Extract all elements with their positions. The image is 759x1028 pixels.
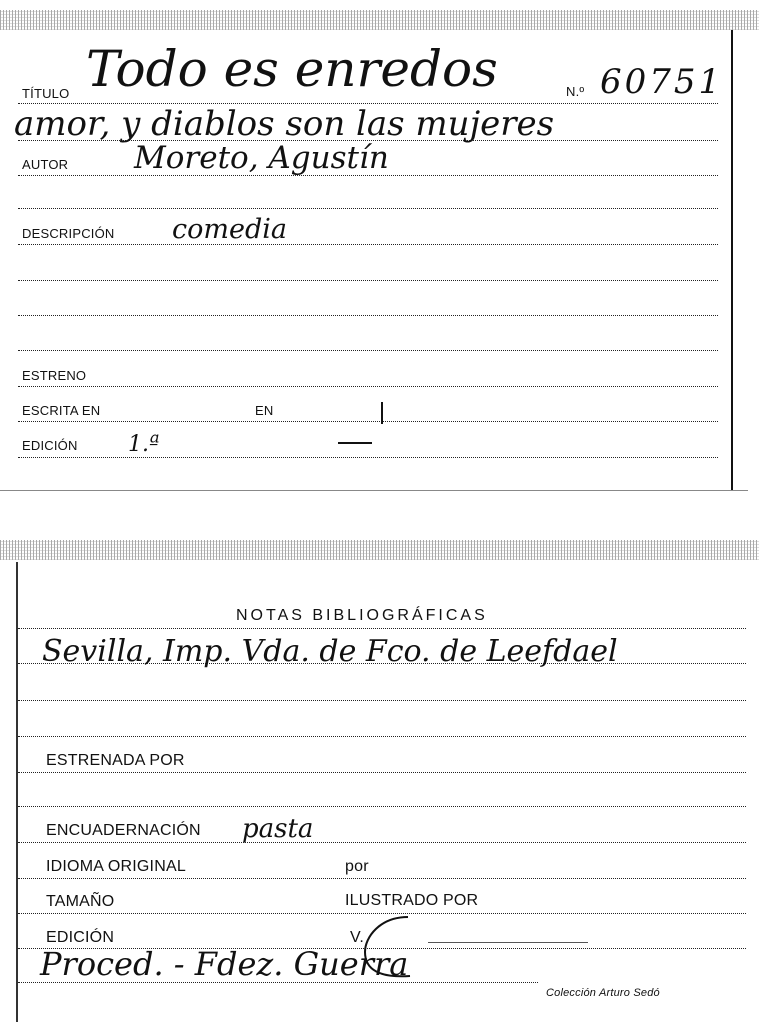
rule-blank-2 xyxy=(18,280,718,281)
edicion-label-back: EDICIÓN xyxy=(46,929,115,946)
rule-blank-b2 xyxy=(18,736,746,737)
titulo-label: TÍTULO xyxy=(22,86,70,101)
estreno-label: ESTRENO xyxy=(22,368,87,383)
proced-handwritten: Proced. - Fdez. Guerra xyxy=(40,945,409,983)
notas-title: NOTAS BIBLIOGRÁFICAS xyxy=(236,607,488,624)
rule-edicion xyxy=(18,457,718,458)
titulo-handwritten-line2: amor, y diablos son las mujeres xyxy=(14,104,555,144)
edicion-label: EDICIÓN xyxy=(22,438,78,453)
estrenada-por-label: ESTRENADA POR xyxy=(46,752,185,769)
autor-label: AUTOR xyxy=(22,157,69,172)
card-torn-edge xyxy=(0,10,759,30)
rule-descripcion xyxy=(18,244,718,245)
ilustrado-por-label: ILUSTRADO POR xyxy=(345,892,479,909)
descripcion-label: DESCRIPCIÓN xyxy=(22,226,115,241)
catalog-card-back xyxy=(0,540,759,1028)
ink-dash-mark xyxy=(338,442,372,444)
rule-blank-1 xyxy=(18,208,718,209)
autor-handwritten: Moreto, Agustín xyxy=(134,140,389,176)
rule-blank-4 xyxy=(18,350,718,351)
v-label: V. xyxy=(350,929,365,946)
idioma-original-label: IDIOMA ORIGINAL xyxy=(46,858,186,875)
card-right-border xyxy=(731,30,733,490)
rule-idioma xyxy=(18,878,746,879)
escrita-en-label: ESCRITA EN xyxy=(22,403,101,418)
rule-estreno xyxy=(18,386,718,387)
rule-blank-3 xyxy=(18,315,718,316)
ink-tick-mark xyxy=(381,402,383,424)
por-label: por xyxy=(345,858,369,875)
rule-blank-b1 xyxy=(18,700,746,701)
rule-estrenada xyxy=(18,772,746,773)
notas-handwritten: Sevilla, Imp. Vda. de Fco. de Leefdael xyxy=(42,634,618,669)
descripcion-handwritten: comedia xyxy=(172,214,287,245)
encuadernacion-label: ENCUADERNACIÓN xyxy=(46,822,201,839)
tamano-label: TAMAÑO xyxy=(46,893,115,910)
rule-escrita xyxy=(18,421,718,422)
en-label: EN xyxy=(255,403,274,418)
card-torn-edge-back xyxy=(0,540,759,560)
rule-blank-b3 xyxy=(18,806,746,807)
coleccion-label: Colección Arturo Sedó xyxy=(546,987,660,999)
catalog-card-front xyxy=(0,0,759,495)
card-bottom-edge xyxy=(0,490,748,491)
numero-label: N.º xyxy=(566,84,585,99)
edicion-handwritten: 1.ª xyxy=(128,432,160,457)
rule-notas xyxy=(18,628,746,629)
titulo-handwritten: Todo es enredos xyxy=(86,40,498,98)
ink-line-mark xyxy=(428,942,588,943)
rule-encuadernacion xyxy=(18,842,746,843)
encuadernacion-handwritten: pasta xyxy=(242,814,314,844)
card-left-border xyxy=(16,562,18,1022)
numero-handwritten: 60751 xyxy=(600,62,724,102)
